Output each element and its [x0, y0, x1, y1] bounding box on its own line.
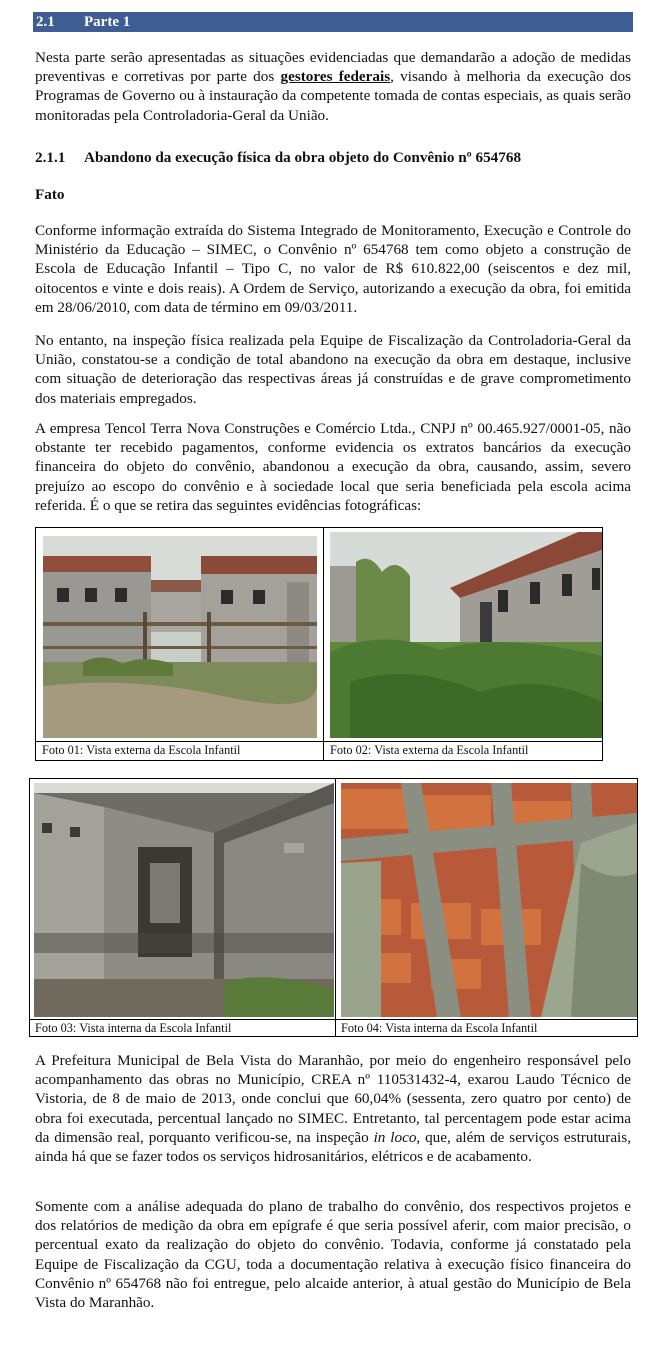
paragraph-2: No entanto, na inspeção física realizada pela Equipe de Fiscalização da Controladoria-Geral da União, constatou-se a condição de total abandono na execução da obra em destaque, inclusive com situação de deterioração das respectivas áreas já construídas e de grave comprometimento dos materiais empregados.	[35, 332, 631, 407]
subsection-heading	[35, 149, 521, 167]
subsection-number: 2.1.1	[35, 149, 66, 166]
subsection-title: Abandono da execução física da obra objeto do Convênio nº 654768	[84, 149, 522, 166]
section-header	[33, 12, 633, 32]
intro-text-1: Nesta parte serão apresentadas as situações evidenciadas que demandarão a adoção de medidas preventivas e corretivas por parte dos	[35, 49, 631, 86]
photo-3	[34, 783, 334, 1017]
intro-emphasis: gestores federais	[280, 68, 391, 86]
paragraph-1: Conforme informação extraída do Sistema Integrado de Monitoramento, Execução e Controle do Ministério da Educação – SIMEC, o Convênio nº 654768 tem como objeto a construção de Escola de Educação Infantil – Tipo C, no valor de R$ 610.822,00 (seiscentos e dez mil, oitocentos e vinte e dois reais). A Ordem de Serviço, autorizando a execução da obra, foi emitida em 28/06/2010, com data de término em 09/03/2011.	[35, 222, 631, 316]
paragraph-3: A empresa Tencol Terra Nova Construções e Comércio Ltda., CNPJ nº 00.465.927/0001-05, não obstante ter recebido pagamentos, conforme evidencia os extratos bancários da execução financeira do objeto do convênio, abandonou a execução da obra, causando, assim, severo prejuízo ao escopo do convênio e à sociedade local que seria beneficiada pela escola acima referida. É o que se retira das seguintes evidências fotográficas:	[35, 420, 631, 514]
photo-1-caption: Foto 01: Vista externa da Escola Infantil	[42, 743, 241, 757]
paragraph-4-italic: in loco	[373, 1128, 417, 1146]
section-number: 2.1	[36, 14, 55, 30]
photo-2-caption: Foto 02: Vista externa da Escola Infantil	[330, 743, 529, 757]
fato-heading: Fato	[35, 186, 65, 203]
photo-1	[43, 536, 317, 738]
photo-4	[341, 783, 637, 1017]
photo-table-1	[35, 527, 603, 761]
paragraph-4-text-1: A Prefeitura Municipal de Bela Vista do Maranhão, por meio do engenheiro responsável pelo acompanhamento das obras no Município, CREA nº 110531432-4, exarou Laudo Técnico de Vistoria, de 8 de maio de 2013, onde conclui que 60,04% (sessenta, zero quatro por cento) de obra foi executada, percentual lançado no SIMEC. Entretanto, tal percentagem pode estar acima da dimensão real, porquanto verificou-se, na inspeção	[35, 1052, 631, 1146]
photo-2	[330, 532, 602, 738]
paragraph-5: Somente com a análise adequada do plano de trabalho do convênio, dos respectivos projetos e dos relatórios de medição da obra em epígrafe é que seria possível aferir, com maior precisão, o percentual exato da realização do objeto do convênio. Todavia, conforme já constatado pela Equipe de Fiscalização da CGU, toda a documentação relativa à execução físico financeira do Convênio nº 654768 não foi entregue, pelo alcaide anterior, à atual gestão do Município de Bela Vista do Maranhão.	[35, 1198, 631, 1312]
paragraph-4	[35, 1051, 631, 1166]
section-title: Parte 1	[84, 14, 131, 30]
paragraph-4-text-2: , que, além de serviços estruturais, ainda há que se fazer todos os serviços hidrosanitários, elétricos e de acabamento.	[35, 1128, 631, 1166]
intro-paragraph	[35, 48, 631, 125]
photo-table-2	[29, 778, 638, 1037]
photo-4-caption: Foto 04: Vista interna da Escola Infantil	[341, 1021, 538, 1035]
intro-text-2: , visando à melhoria da execução dos Programas de Governo ou à instauração da competente tomada de contas especiais, as quais serão monitoradas pela Controladoria-Geral da União.	[35, 68, 631, 124]
photo-3-caption: Foto 03: Vista interna da Escola Infantil	[35, 1021, 232, 1035]
